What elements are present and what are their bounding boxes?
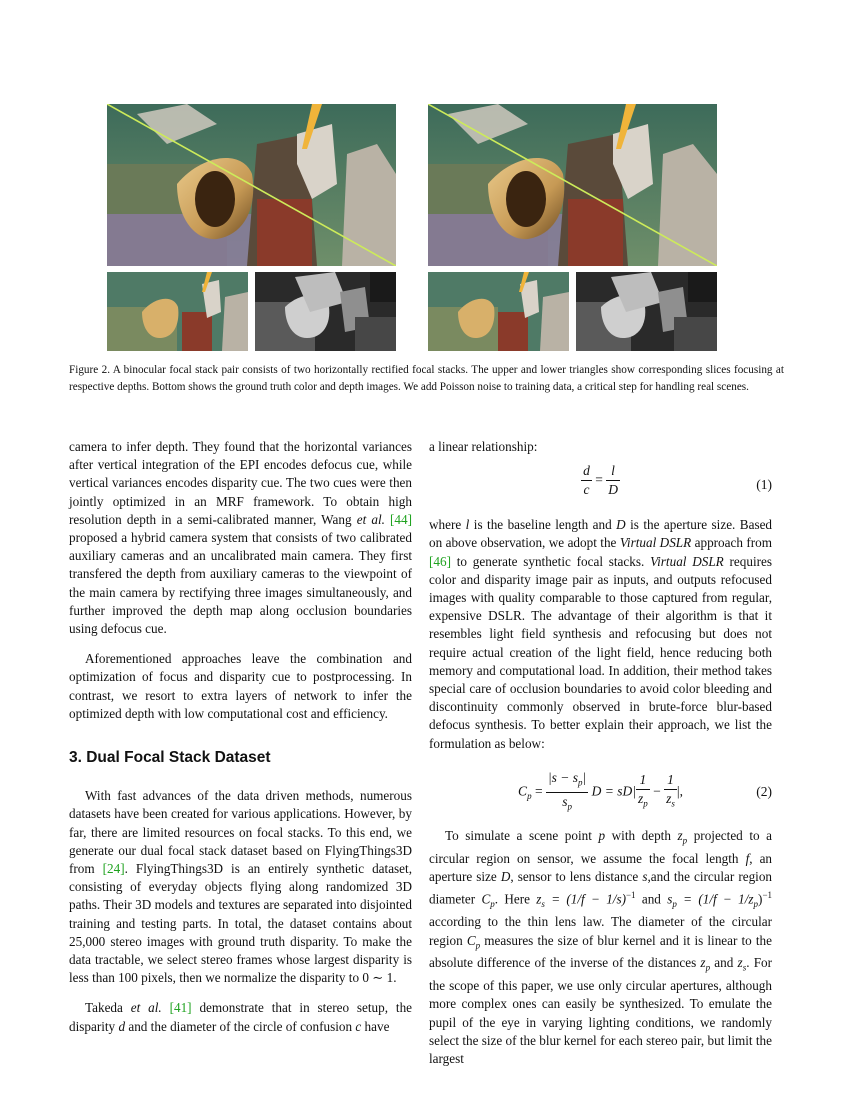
section-heading: 3. Dual Focal Stack Dataset — [69, 749, 271, 767]
paragraph: camera to infer depth. They found that the horizontal variances after vertical integration of the EPI encodes defocus cue, while vertical variances encodes disparity cue. The two cues were then jointly optimized in an MRF framework. To obtain high resolution depth in a semi-calibrated manner, Wang et al. [44] proposed a hybrid camera system that consists of two calibrated auxiliary cameras and an uncalibrated main camera. They first transfered the depth from auxiliary cameras to the viewpoint of the main camera by rectifying three images simultaneously, and further improved the depth map along occlusion boundaries using defocus cue. — [69, 439, 412, 637]
figure-caption: Figure 2. A binocular focal stack pair consists of two horizontally rectified focal stacks. The upper and lower triangles show corresponding slices focusing at respective depths. Bottom shows the ground truth color and depth images. We add Poisson noise to training data, a critical step for handling real scenes. — [69, 364, 784, 393]
equation-number: (1) — [756, 477, 772, 493]
citation-link[interactable]: [24] — [102, 861, 125, 877]
left-focal-stack-image — [107, 104, 396, 266]
equation-1: $\frac{d}{c}$ = $\frac{l}{D}$ (1) — [583, 463, 772, 498]
right-ground-truth-depth-image — [576, 272, 717, 351]
left-ground-truth-depth-image — [255, 272, 396, 351]
paragraph: a linear relationship: — [429, 439, 538, 454]
left-ground-truth-color-image — [107, 272, 248, 351]
paragraph: Takeda et al. [41] demonstrate that in stereo setup, the disparity d and the diameter of the circle of confusion c have — [69, 1000, 413, 1034]
citation-link[interactable]: [44] — [390, 511, 412, 527]
paragraph: Aforementioned approaches leave the combination and optimization of focus and disparity cue to postprocessing. In contrast, we resort to extra layers of network to infer the optimized depth with low computational cost and efficiency. — [69, 651, 412, 721]
left-column — [69, 438, 412, 1036]
equation-number: (2) — [756, 783, 772, 799]
right-column — [429, 438, 772, 1068]
right-ground-truth-color-image — [428, 272, 569, 351]
paragraph: With fast advances of the data driven methods, numerous datasets have been created for various applications. However, by far, there are limited resources on focal stacks. To this end, we generate our dual focal stack dataset based on FlyingThings3D from [24]. FlyingThings3D is an entirely synthetic dataset, consisting of everyday objects flying along randomized 3D paths. Their 3D models and textures are separated into disjointed training and testing parts. In total, the dataset contains about 25,000 stereo images with ground truth disparity. To make the data tractable, we select stereo frames whose largest disparity is less than 100 pixels, then we normalize the disparity to 0 ∼ 1. — [69, 788, 412, 986]
right-focal-stack-image — [428, 104, 717, 266]
citation-link[interactable]: [46] — [429, 553, 451, 569]
equation-2: $C_p$ = $\frac{|s - s_p|}{s_p}$ D = sD| $\frac{1}{z_p}$ − $\frac{1}{z_s}$ |, (2) — [518, 769, 772, 812]
citation-link[interactable]: [41] — [169, 1000, 192, 1016]
paragraph: where l is the baseline length and D is the aperture size. Based on above observation, we adopt the Virtual DSLR approach from [46] to generate synthetic focal stacks. Virtual DSLR requires color and disparity image pair as inputs, and outputs refocused images with quality comparable to those captured from regular, expensive DSLR. The advantage of their algorithm is that it resembles light field synthesis and refocusing but does not require actual creation of the light field, hence reducing both memory and computational load. In addition, their method takes special care of occlusion boundaries to avoid color bleeding and discontinuity commonly observed in brute-force blur-based defocus synthesis. To better explain their approach, we list the formulation as below: — [429, 517, 773, 751]
paragraph: To simulate a scene point p with depth $z_p$ projected to a circular region on sensor, we assume the focal length f, an aperture size D, sensor to lens distance s,and the circular region diameter $C_p$. Here $z_s = (1/f - 1/s)^{-1}$ and $s_p = (1/f - 1/z_p)^{-1}$ according to the thin lens law. The diameter of the circular region $C_p$ measures the size of blur kernel and it is linear to the absolute difference of the inverse of the distances $z_p$ and $z_s$. For the scope of this paper, we use only circular apertures, although more complex ones can easily be synthesized. To emulate the pupil of the eye in varying lighting conditions, we randomly select the size of the blur kernel for each stereo pair, but limit the largest — [429, 827, 773, 1067]
